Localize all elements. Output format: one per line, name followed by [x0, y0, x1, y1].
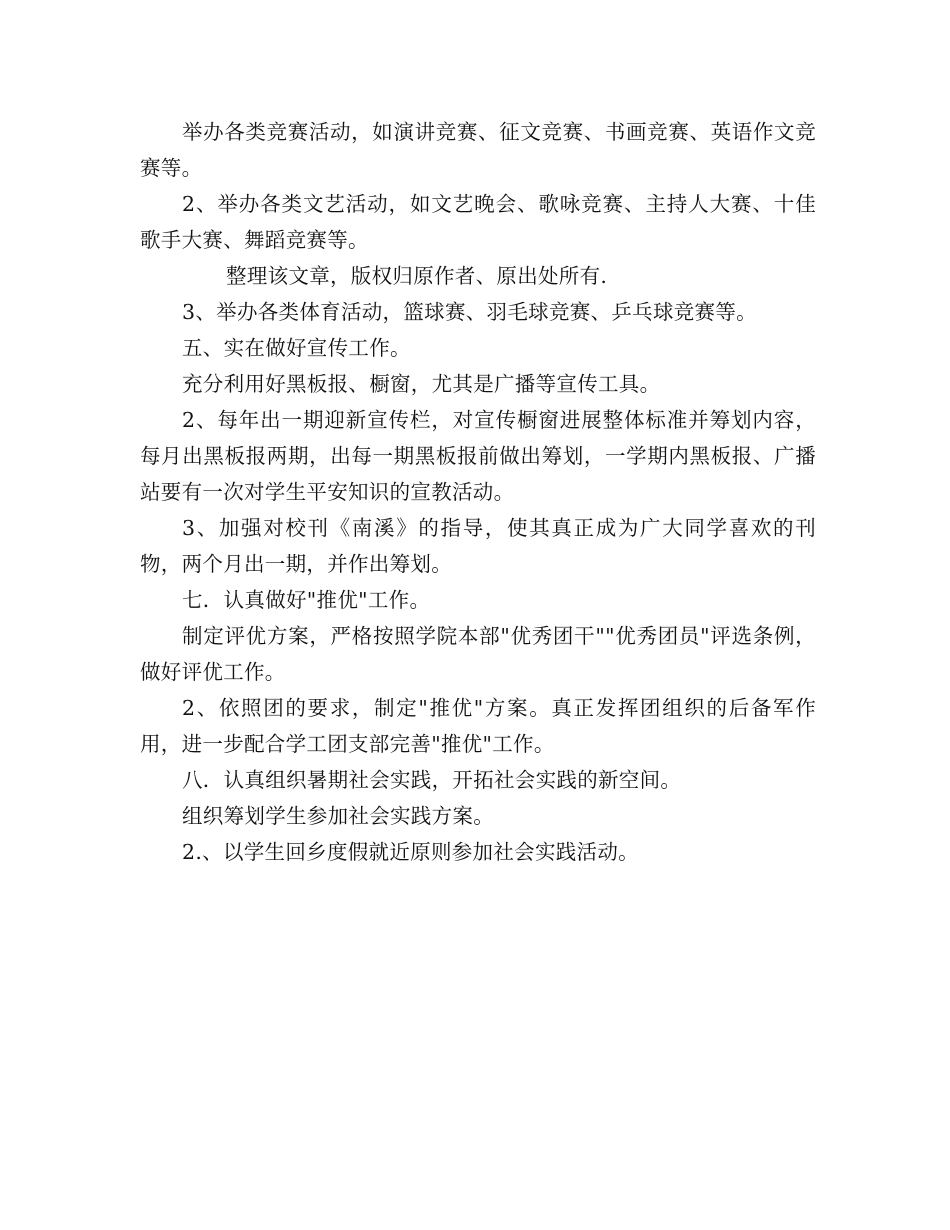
paragraph-school-journal: 3、加强对校刊《南溪》的指导，使其真正成为广大同学喜欢的刊物，两个月出一期，并作出筹划。 — [140, 516, 816, 576]
paragraph-competitions: 举办各类竞赛活动，如演讲竞赛、征文竞赛、书画竞赛、英语作文竞赛等。 — [140, 120, 816, 180]
section-heading-social-practice: 八．认真组织暑期社会实践，开拓社会实践的新空间。 — [182, 768, 682, 792]
paragraph-evaluation-plan: 制定评优方案，严格按照学院本部"优秀团干""优秀团员"评选条例，做好评优工作。 — [140, 624, 816, 684]
section-heading-recommendation: 七．认真做好"推优"工作。 — [182, 588, 431, 612]
paragraph-practice-plan: 组织筹划学生参加社会实践方案。 — [182, 804, 494, 828]
section-heading-publicity: 五、实在做好宣传工作。 — [182, 336, 411, 360]
paragraph-bulletin-boards: 2、每年出一期迎新宣传栏，对宣传橱窗进展整体标准并筹划内容，每月出黑板报两期，出每一期黑板报前做出筹划，一学期内黑板报、广播站要有一次对学生平安知识的宣教活动。 — [140, 408, 816, 504]
paragraph-publicity-tools: 充分利用好黑板报、橱窗，尤其是广播等宣传工具。 — [182, 372, 661, 396]
paragraph-practice-principle: 2.、以学生回乡度假就近原则参加社会实践活动。 — [182, 840, 639, 864]
paragraph-recommendation-plan: 2、依照团的要求，制定"推优"方案。真正发挥团组织的后备军作用，进一步配合学工团支部完善"推优"工作。 — [140, 696, 816, 756]
document-body — [140, 114, 816, 870]
paragraph-copyright-note: 整理该文章，版权归原作者、原出处所有. — [226, 264, 608, 288]
paragraph-arts-activities: 2、举办各类文艺活动，如文艺晚会、歌咏竞赛、主持人大赛、十佳歌手大赛、舞蹈竞赛等。 — [140, 192, 816, 252]
paragraph-sports-activities: 3、举办各类体育活动，篮球赛、羽毛球竞赛、乒乓球竞赛等。 — [182, 300, 757, 324]
